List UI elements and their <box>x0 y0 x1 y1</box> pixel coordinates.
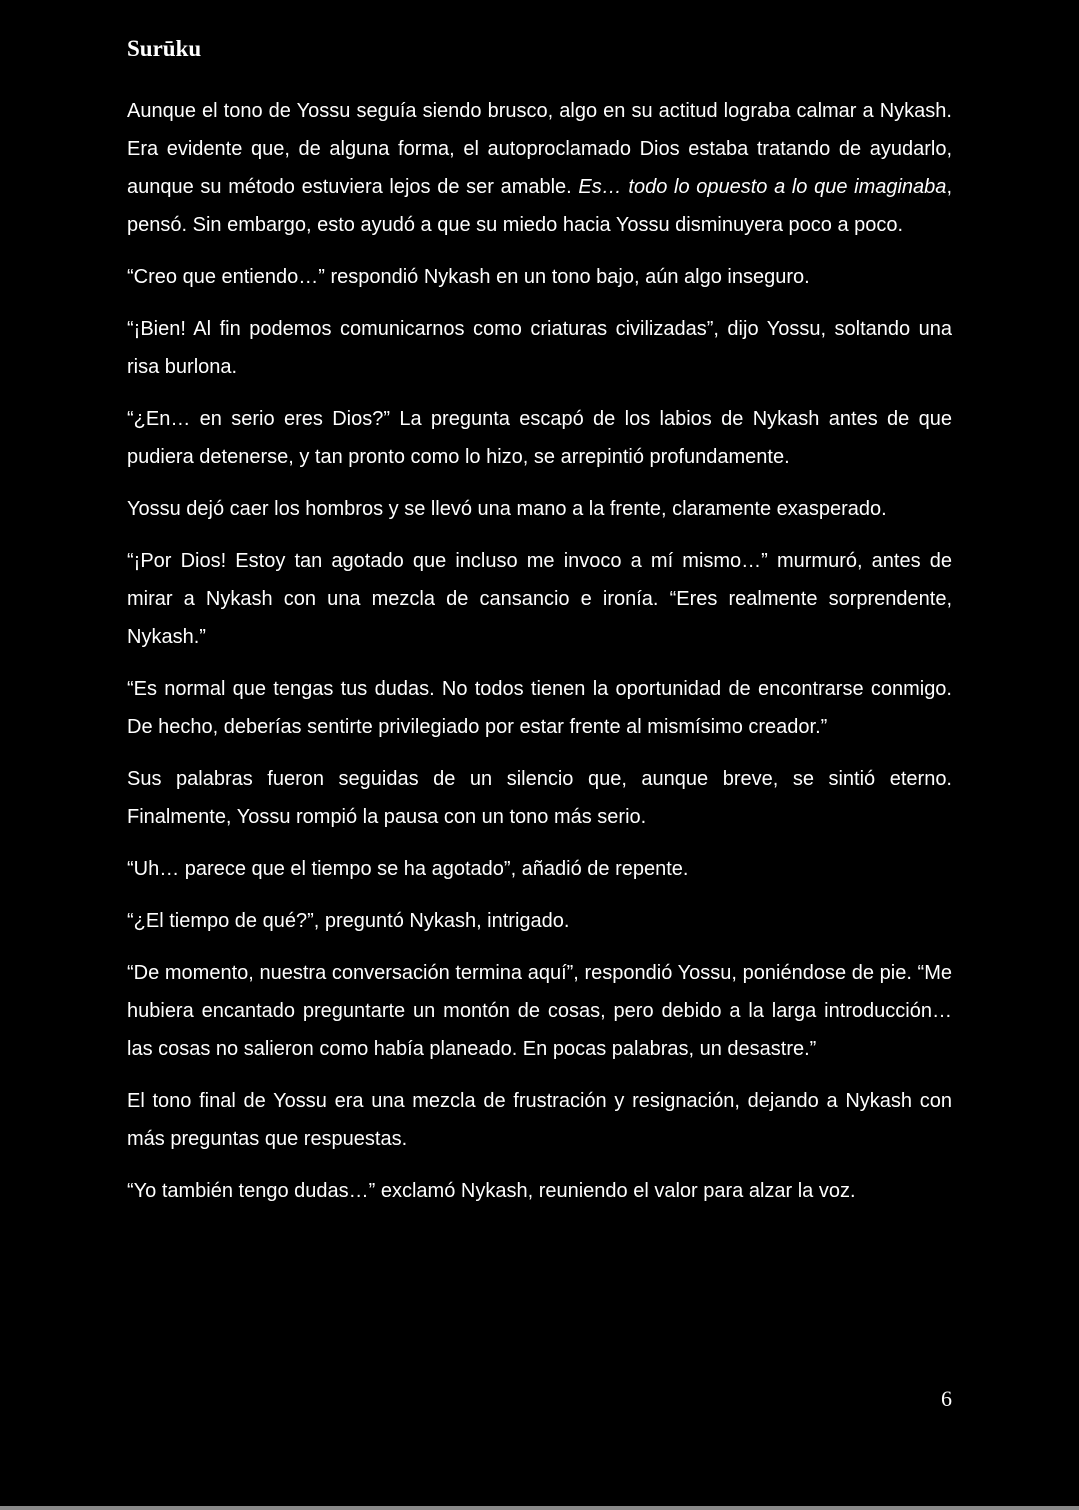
paragraph: El tono final de Yossu era una mezcla de frustración y resignación, dejando a Nykash con más preguntas que respuestas. <box>127 1090 952 1150</box>
paragraph: Yossu dejó caer los hombros y se llevó una mano a la frente, claramente exasperado. <box>127 498 887 520</box>
paragraph: Sus palabras fueron seguidas de un silencio que, aunque breve, se sintió eterno. Finalmente, Yossu rompió la pausa con un tono más serio. <box>127 768 952 828</box>
bottom-divider <box>0 1506 1079 1510</box>
page-header-title: Surūku <box>127 36 202 61</box>
paragraph: “Es normal que tengas tus dudas. No todos tienen la oportunidad de encontrarse conmigo. De hecho, deberías sentirte privilegiado por estar frente al mismísimo creador.” <box>127 678 952 738</box>
paragraph-text: Aunque el tono de Yossu seguía siendo brusco, algo en su actitud lograba calmar a Nykash. Era evidente que, de alguna forma, el autoproclamado Dios estaba tratando de ayudarlo, aunque su método estuviera lejos de ser amable. <box>127 100 952 198</box>
paragraph <box>127 92 952 244</box>
paragraph: “Yo también tengo dudas…” exclamó Nykash, reuniendo el valor para alzar la voz. <box>127 1180 856 1202</box>
paragraph: “¿En… en serio eres Dios?” La pregunta escapó de los labios de Nykash antes de que pudiera detenerse, y tan pronto como lo hizo, se arrepintió profundamente. <box>127 408 952 468</box>
paragraph-text: , pensó. Sin embargo, esto ayudó a que su miedo hacia Yossu disminuyera poco a poco. <box>127 176 952 236</box>
italic-thought: Es… todo lo opuesto a lo que imaginaba <box>578 176 947 198</box>
paragraph: “¡Por Dios! Estoy tan agotado que incluso me invoco a mí mismo…” murmuró, antes de mirar a Nykash con una mezcla de cansancio e ironía. “Eres realmente sorprendente, Nykash.” <box>127 550 952 648</box>
paragraph: “¿El tiempo de qué?”, preguntó Nykash, intrigado. <box>127 910 570 932</box>
paragraph: “De momento, nuestra conversación termina aquí”, respondió Yossu, poniéndose de pie. “Me hubiera encantado preguntarte un montón de cosas, pero debido a la larga introducción… las cosas no salieron como había planeado. En pocas palabras, un desastre.” <box>127 962 952 1060</box>
paragraph: “¡Bien! Al fin podemos comunicarnos como criaturas civilizadas”, dijo Yossu, soltando una risa burlona. <box>127 318 952 378</box>
page-number: 6 <box>941 1386 952 1411</box>
paragraph: “Creo que entiendo…” respondió Nykash en un tono bajo, aún algo inseguro. <box>127 266 810 288</box>
body-text <box>127 92 952 1224</box>
paragraph: “Uh… parece que el tiempo se ha agotado”, añadió de repente. <box>127 858 689 880</box>
